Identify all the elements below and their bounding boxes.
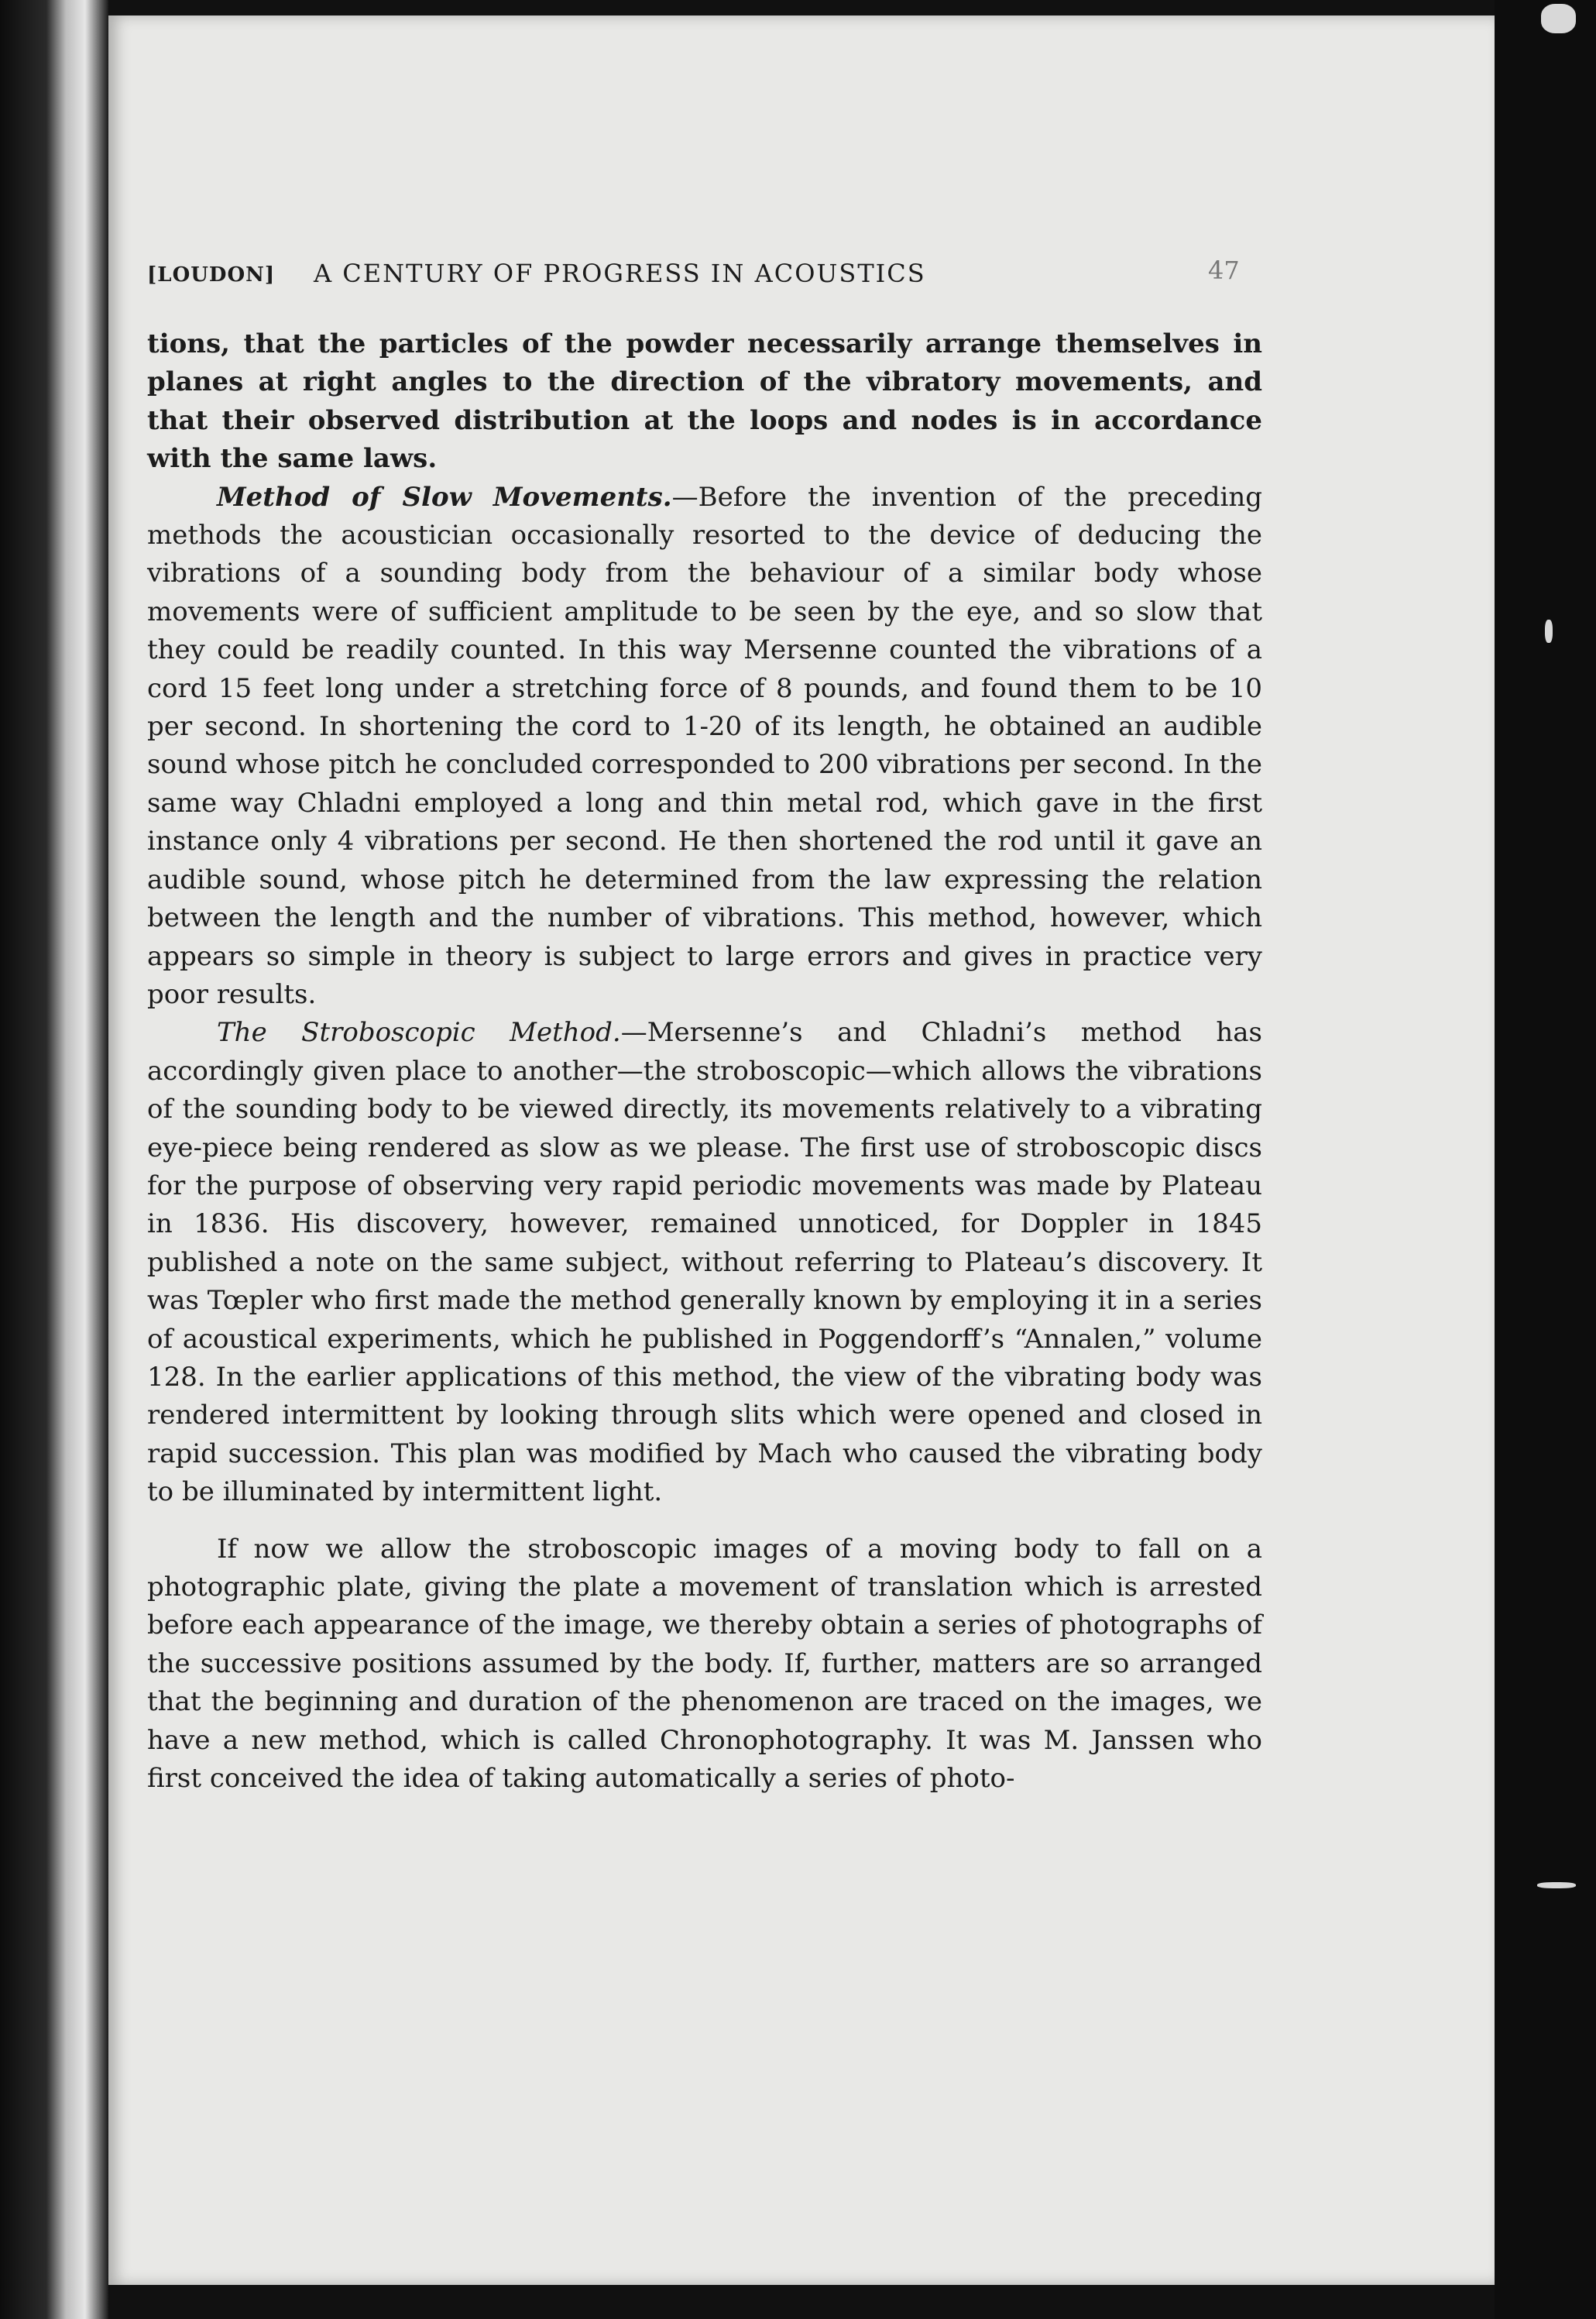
scan-speck <box>1541 4 1576 33</box>
paragraph-2 <box>147 479 1262 1015</box>
paragraph-4: If now we allow the stroboscopic images of a moving body to fall on a photographic plate, giving the plate a movement of translation which is arrested before each appearance of the image, we thereby obtain a series of photographs of the successive positions assumed by the body. If, further, matters are so arranged that the beginning and duration of the phenomenon are traced on the images, we have a new method, which is called Chronophotography. It was M. Janssen who first conceived the idea of taking automatically a series of photo- <box>147 1533 1262 1795</box>
scan-background <box>1495 0 1596 2319</box>
scan-speck <box>1545 620 1553 643</box>
section-heading-slow-movements: Method of Slow Movements. <box>217 481 672 513</box>
section-heading-stroboscopic: The Stroboscopic Method. <box>217 1017 621 1049</box>
header-author: [LOUDON] <box>147 263 276 287</box>
page-number: 47 <box>1208 256 1240 285</box>
paragraph-3-text: —Mersenne’s and Chladni’s method has accordingly given place to another—the stroboscopic—which allows the vibrations of the sounding body to be viewed directly, its movements relatively to a vibrating eye-piece being rendered as slow as we please. The first use of stroboscopic discs for the purpose of observing very rapid periodic movements was made by Plateau in 1836. His discovery, however, remained unnoticed, for Doppler in 1845 published a note on the same subject, without referring to Plateau’s discovery. It was Tœpler who first made the method generally known by employing it in a series of acoustical experiments, which he published in Poggendorff’s “Annalen,” volume 128. In the earlier applications of this method, the view of the vibrating body was rendered intermittent by looking through slits which were opened and closed in rapid succession. This plan was modified by Mach who caused the vibrating body to be illuminated by intermittent light. <box>147 1017 1262 1508</box>
body-text <box>147 325 1262 1798</box>
running-header <box>147 256 1240 294</box>
book-gutter <box>0 0 108 2319</box>
header-title: A CENTURY OF PROGRESS IN ACOUSTICS <box>314 259 926 288</box>
paragraph-3 <box>147 1014 1262 1511</box>
paragraph-1: tions, that the particles of the powder necessarily arrange themselves in planes at right angles to the direction of the vibratory movements, and that their observed distribution at the loops and nodes is in accordance with the same laws. <box>147 328 1262 475</box>
scan-speck <box>1537 1882 1576 1888</box>
paragraph-gap <box>147 1512 1262 1531</box>
paragraph-2-text: —Before the invention of the preceding methods the acoustician occasionally resorted to the device of deducing the vibrations of a sounding body from the behaviour of a similar body whose movements were of sufficient amplitude to be seen by the eye, and so slow that they could be readily counted. In this way Mersenne counted the vibrations of a cord 15 feet long under a stretching force of 8 pounds, and found them to be 10 per second. In shortening the cord to 1-20 of its length, he obtained an audible sound whose pitch he concluded corresponded to 200 vibrations per second. In the same way Chladni employed a long and thin metal rod, which gave in the first instance only 4 vibrations per second. He then shortened the rod until it gave an audible sound, whose pitch he determined from the law expressing the relation between the length and the number of vibrations. This method, however, which appears so simple in theory is subject to large errors and gives in practice very poor results. <box>147 481 1262 1010</box>
